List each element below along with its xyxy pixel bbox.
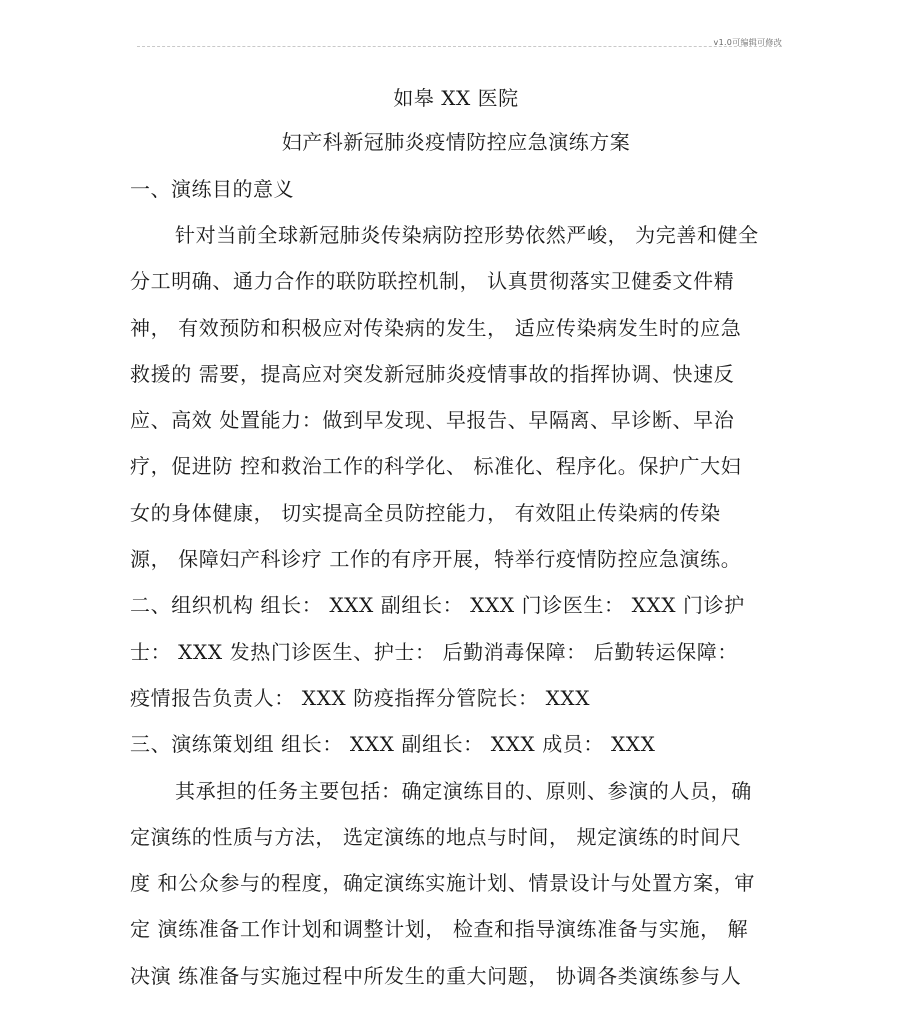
paragraph-line: 应、高效 处置能力：做到早发现、早报告、早隔离、早诊断、早治	[130, 408, 735, 433]
section-1-heading: 一、演练目的意义	[130, 177, 294, 201]
paragraph-line: 定 演练准备工作计划和调整计划， 检查和指导演练准备与实施， 解	[130, 917, 749, 942]
paragraph-line: 针对当前全球新冠肺炎传染病防控形势依然严峻， 为完善和健全	[175, 223, 759, 247]
header-divider	[137, 46, 782, 47]
planning-group-line: 三、演练策划组 组长： XXX 副组长： XXX 成员： XXX	[130, 732, 656, 757]
section-3-paragraph	[130, 768, 782, 999]
version-label: v1.0可编辑可修改	[713, 38, 782, 47]
paragraph-line: 疗，促进防 控和救治工作的科学化、 标准化、程序化。保护广大妇	[130, 454, 742, 479]
paragraph-line: 救援的 需要，提高应对突发新冠肺炎疫情事故的指挥协调、快速反	[130, 361, 735, 386]
plan-title: 妇产科新冠肺炎疫情防控应急演练方案	[281, 130, 631, 154]
paragraph-line: 女的身体健康， 切实提高全员防控能力， 有效阻止传染病的传染	[130, 500, 721, 525]
document-body	[130, 76, 782, 999]
paragraph-line: 分工明确、通力合作的联防联控机制， 认真贯彻落实卫健委文件精	[130, 269, 735, 294]
paragraph-line: 神， 有效预防和积极应对传染病的发生， 适应传染病发生时的应急	[130, 315, 742, 340]
paragraph-line: 定演练的性质与方法， 选定演练的地点与时间， 规定演练的时间尺	[130, 824, 742, 849]
hospital-title: 如皋 XX 医院	[393, 86, 519, 110]
paragraph-line: 源， 保障妇产科诊疗 工作的有序开展，特举行疫情防控应急演练。	[130, 547, 742, 572]
paragraph-line: 其承担的任务主要包括：确定演练目的、原则、参演的人员，确	[175, 778, 752, 803]
paragraph-line: 度 和公众参与的程度，确定演练实施计划、情景设计与处置方案，审	[130, 871, 755, 896]
organization-line: 疫情报告负责人： XXX 防疫指挥分管院长： XXX	[130, 685, 591, 710]
section-1-paragraph	[130, 212, 782, 582]
organization-line: 士： XXX 发热门诊医生、护士： 后勤消毒保障： 后勤转运保障：	[130, 639, 738, 664]
organization-line: 二、组织机构 组长： XXX 副组长： XXX 门诊医生： XXX 门诊护	[130, 593, 745, 618]
section-2-organization	[130, 582, 782, 721]
section-3-heading	[130, 721, 782, 767]
paragraph-line: 决演 练准备与实施过程中所发生的重大问题， 协调各类演练参与人	[130, 963, 742, 988]
